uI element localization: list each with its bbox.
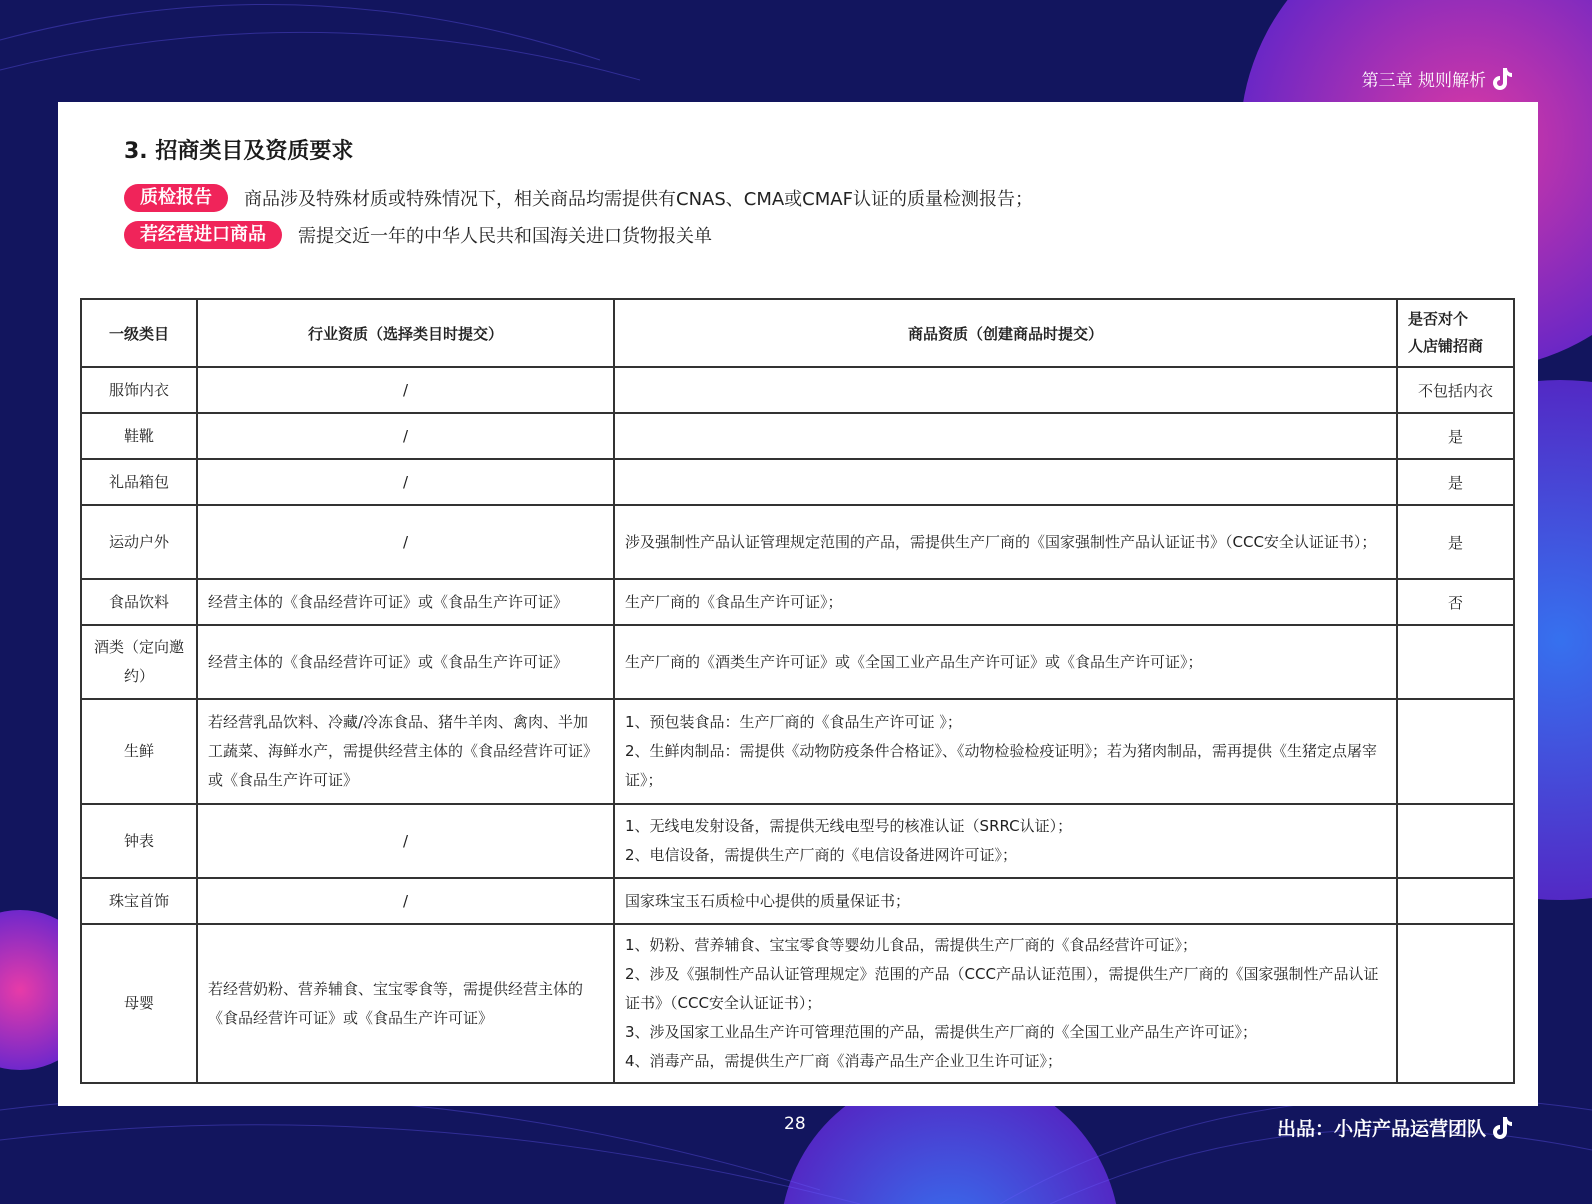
chapter-label	[1362, 66, 1512, 91]
product-line: 2、生鲜肉制品：需提供《动物防疫条件合格证》、《动物检验检疫证明》；若为猪肉制品，需再提供《生猪定点屠宰证》；	[625, 742, 1378, 789]
product-cell	[614, 699, 1397, 804]
category-cell: 运动户外	[81, 505, 197, 579]
category-cell: 生鲜	[81, 699, 197, 804]
store-cell	[1397, 699, 1514, 804]
credit-text: 出品：小店产品运营团队	[1276, 1118, 1486, 1140]
product-line: 1、无线电发射设备，需提供无线电型号的核准认证（SRRC认证）；	[625, 817, 1073, 835]
table-header-row	[81, 299, 1514, 367]
col-header-category: 一级类目	[81, 299, 197, 367]
store-cell: 不包括内衣	[1397, 367, 1514, 413]
col-header-product: 商品资质（创建商品时提交）	[614, 299, 1397, 367]
table-row	[81, 579, 1514, 625]
store-cell: 是	[1397, 505, 1514, 579]
product-cell	[614, 625, 1397, 699]
table-row	[81, 367, 1514, 413]
industry-cell: /	[197, 505, 614, 579]
product-line: 国家珠宝玉石质检中心提供的质量保证书；	[625, 891, 911, 910]
industry-cell: /	[197, 459, 614, 505]
section-title: 3. 招商类目及资质要求	[124, 139, 354, 164]
product-cell	[614, 924, 1397, 1083]
table-row	[81, 924, 1514, 1083]
table-row	[81, 505, 1514, 579]
product-line: 1、奶粉、营养辅食、宝宝零食等婴幼儿食品，需提供生产厂商的《食品经营许可证》；	[625, 936, 1198, 954]
store-cell	[1397, 924, 1514, 1083]
product-cell	[614, 413, 1397, 459]
content-card	[58, 102, 1538, 1106]
chapter-text: 第三章 规则解析	[1361, 71, 1486, 91]
product-line: 3、涉及国家工业品生产许可管理范围的产品，需提供生产厂商的《全国工业产品生产许可证》；	[625, 1023, 1258, 1041]
tiktok-note-icon	[1492, 1117, 1512, 1139]
product-line: 生产厂商的《酒类生产许可证》或《全国工业产品生产许可证》或《食品生产许可证》；	[625, 652, 1203, 671]
store-cell: 是	[1397, 459, 1514, 505]
product-line: 涉及强制性产品认证管理规定范围的产品，需提供生产厂商的《国家强制性产品认证证书》（CCC安全认证证书）；	[625, 532, 1377, 551]
page-number: 28	[784, 1114, 806, 1134]
category-cell: 鞋靴	[81, 413, 197, 459]
store-cell	[1397, 804, 1514, 878]
store-cell	[1397, 625, 1514, 699]
product-line: 2、电信设备，需提供生产厂商的《电信设备进网许可证》；	[625, 846, 1018, 864]
product-cell	[614, 367, 1397, 413]
category-cell: 食品饮料	[81, 579, 197, 625]
requirement-text: 商品涉及特殊材质或特殊情况下，相关商品均需提供有CNAS、CMA或CMAF认证的质量检测报告；	[244, 189, 1033, 210]
requirement-quality	[124, 184, 1033, 212]
col-header-store	[1397, 299, 1514, 367]
product-cell	[614, 878, 1397, 924]
table-row	[81, 625, 1514, 699]
table-row	[81, 699, 1514, 804]
category-cell: 母婴	[81, 924, 197, 1083]
industry-cell: 经营主体的《食品经营许可证》或《食品生产许可证》	[197, 625, 614, 699]
industry-cell: /	[197, 413, 614, 459]
category-cell: 服饰内衣	[81, 367, 197, 413]
industry-cell: 经营主体的《食品经营许可证》或《食品生产许可证》	[197, 579, 614, 625]
tag-badge: 质检报告	[124, 184, 228, 212]
table-row	[81, 804, 1514, 878]
product-cell	[614, 579, 1397, 625]
col-header-industry: 行业资质（选择类目时提交）	[197, 299, 614, 367]
footer-credit	[1277, 1114, 1512, 1141]
category-cell: 礼品箱包	[81, 459, 197, 505]
tag-badge: 若经营进口商品	[124, 221, 282, 249]
product-line: 1、预包装食品：生产厂商的《食品生产许可证 》；	[625, 713, 962, 731]
product-cell	[614, 505, 1397, 579]
table-row	[81, 413, 1514, 459]
industry-cell: /	[197, 804, 614, 878]
industry-cell: /	[197, 367, 614, 413]
tiktok-note-icon	[1492, 68, 1512, 90]
store-cell	[1397, 878, 1514, 924]
industry-cell: 若经营奶粉、营养辅食、宝宝零食等，需提供经营主体的《食品经营许可证》或《食品生产许可证》	[197, 924, 614, 1083]
product-line: 生产厂商的《食品生产许可证》；	[625, 592, 843, 611]
category-cell: 酒类（定向邀约）	[81, 625, 197, 699]
product-cell	[614, 459, 1397, 505]
table-row	[81, 878, 1514, 924]
header-line: 人店铺招商	[1408, 337, 1484, 355]
industry-cell: 若经营乳品饮料、冷藏/冷冻食品、猪牛羊肉、禽肉、半加工蔬菜、海鲜水产，需提供经营主体的《食品经营许可证》或《食品生产许可证》	[197, 699, 614, 804]
category-cell: 珠宝首饰	[81, 878, 197, 924]
category-cell: 钟表	[81, 804, 197, 878]
header-line: 是否对个	[1408, 310, 1469, 328]
table-row	[81, 459, 1514, 505]
product-cell	[614, 804, 1397, 878]
product-line: 2、涉及《强制性产品认证管理规定》范围的产品（CCC产品认证范围），需提供生产厂商的《国家强制性产品认证证书》（CCC安全认证证书）；	[625, 965, 1379, 1012]
qualification-table	[80, 298, 1515, 1084]
requirement-import	[124, 221, 712, 249]
product-line: 4、消毒产品，需提供生产厂商《消毒产品生产企业卫生许可证》；	[625, 1052, 1063, 1070]
store-cell: 是	[1397, 413, 1514, 459]
industry-cell: /	[197, 878, 614, 924]
requirement-text: 需提交近一年的中华人民共和国海关进口货物报关单	[298, 226, 712, 247]
store-cell: 否	[1397, 579, 1514, 625]
